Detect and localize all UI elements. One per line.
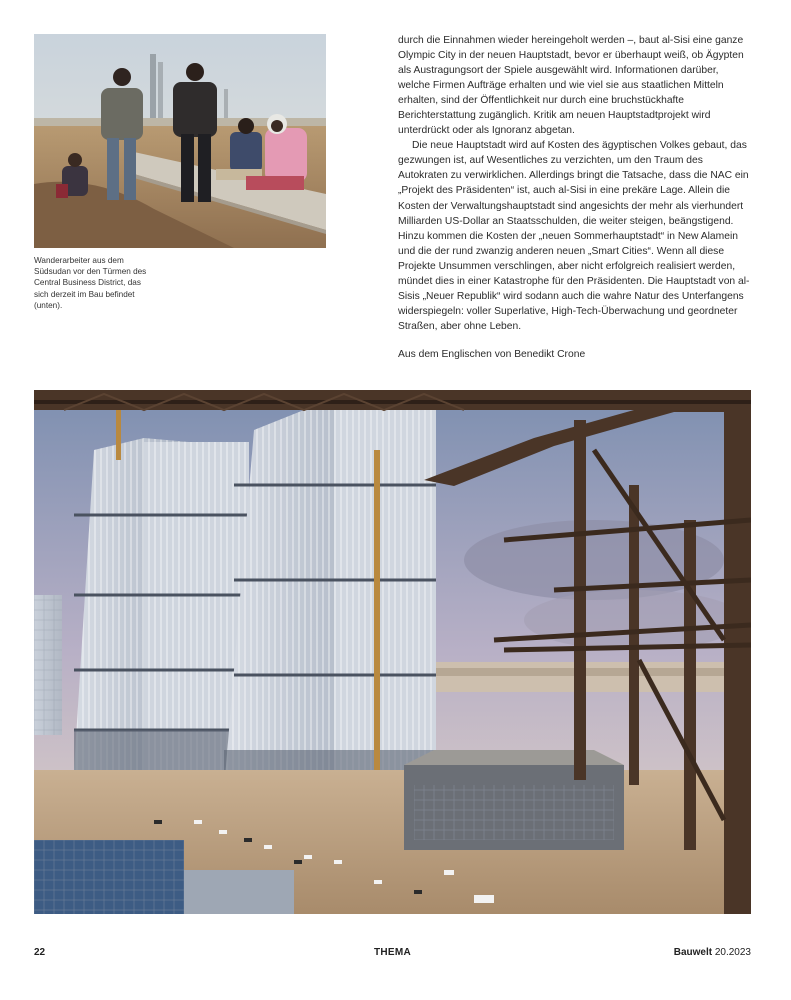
body-paragraph: Die neue Hauptstadt wird auf Kosten des ägyptischen Volkes gebaut, das gezwungen ist, auf Wesentliches zu verzichten, um den Traum des Autokraten zu verwirklichen. Allerdings bringt die Tatsache, dass die NAC ein „Projekt des Präsidenten“ ist, auch al-Sisi in eine prekäre Lage. Allein die Kosten der Verwaltungshauptstadt sind angesichts der mehr als vierhundert Milliarden US-Dollar an Staatsschulden, die weiter steigen, beängstigend. Hinzu kommen die Kosten der „neuen Sommerhauptstadt“ in New Alamein und die der rund zwanzig anderen neuen „Smart Cities“. Wenn all diese Projekte Unsummen verschlingen, aber nicht erfolgreich realisiert werden, mündet dies in einer Katastrophe für den Präsidenten. Die Hauptstadt von al-Sisis „Neuer Republik“ wird sodann auch die wahre Natur des Unterfangens widerspiegeln: voller Superlative, High-Tech-Überwachung und geordneter Straßen, aber ohne Leben. <box>398 140 750 332</box>
workers-photo <box>34 34 326 248</box>
photo-caption: Wanderarbeiter aus dem Südsudan vor den Türmen des Central Business District, das sich derzeit im Bau befindet (unten). <box>34 256 147 310</box>
article-body <box>398 33 750 362</box>
translation-credit: Aus dem Englischen von Benedikt Crone <box>398 348 586 360</box>
section-label: THEMA <box>374 947 412 958</box>
magazine-issue <box>674 947 751 958</box>
magazine-name: Bauwelt <box>673 947 713 958</box>
issue-number: 20.2023 <box>714 947 751 958</box>
page-number: 22 <box>34 947 46 958</box>
photo-construction-icon <box>34 390 751 914</box>
photo-workers-icon <box>34 34 326 248</box>
construction-photo <box>34 390 751 914</box>
body-paragraph: durch die Einnahmen wieder hereingeholt werden –, baut al-Sisi eine ganze Olympic City in der neuen Hauptstadt, bevor er überhaupt weiß, ob Ägypten als Austragungsort der Spiele ausgewählt wird. Informationen darüber, welche Firmen Aufträge erhalten und wie viel sie aus staatlichen Mitteln erhalten, sind der Öffentlichkeit nur durch eine bruchstückhafte Berichterstattung zugänglich. Kritik am neuen Hauptstadtprojekt wird unterdrückt oder als Ignoranz abgetan. <box>398 35 744 137</box>
